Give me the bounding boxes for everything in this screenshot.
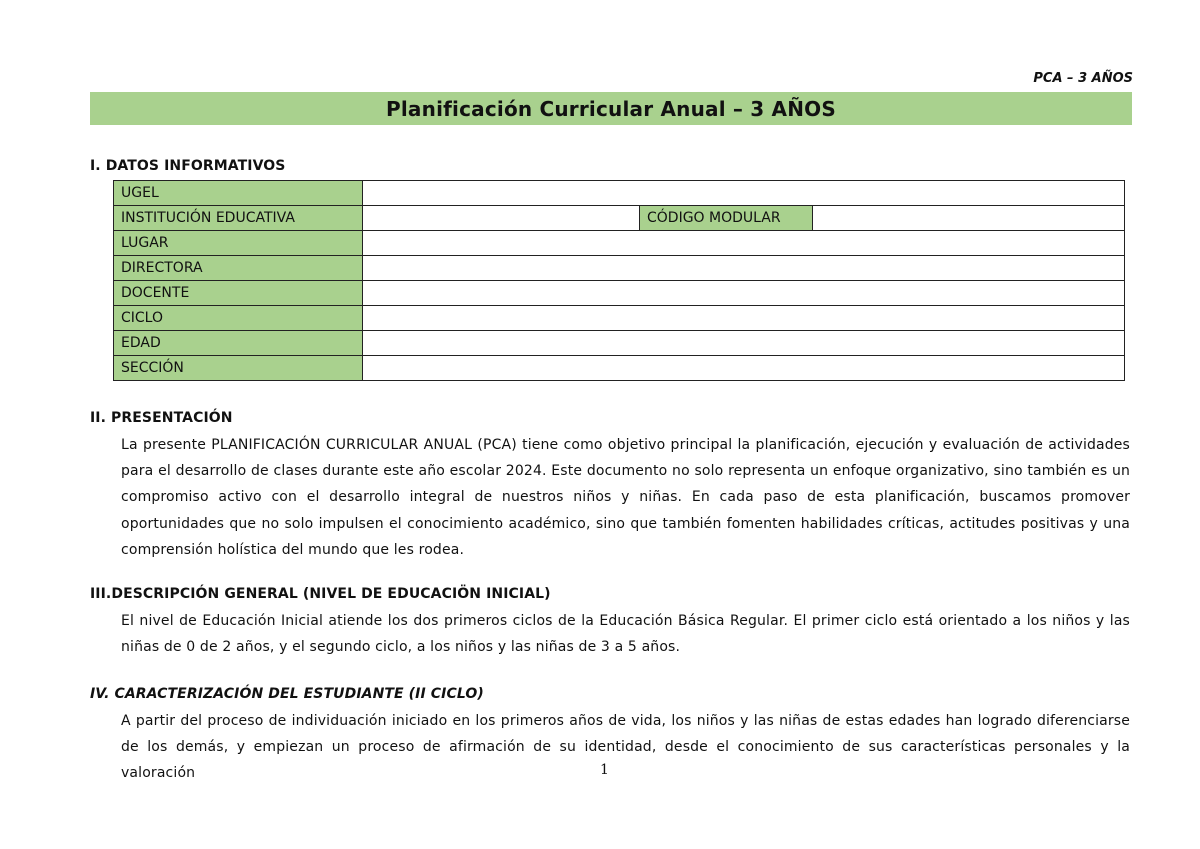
caracterizacion-paragraph: A partir del proceso de individuación iniciado en los primeros años de vida, los niños y las niñas de estas edades han logrado diferenciarse de los demás, y empiezan un proceso de afirmación de su identidad, desde el conocimiento de sus características personales y la valoración xyxy=(121,713,1130,782)
section-heading-datos: I. DATOS INFORMATIVOS xyxy=(90,158,286,174)
document-title: Planificación Curricular Anual – 3 AÑOS xyxy=(90,92,1132,125)
row-value-institucion[interactable] xyxy=(363,206,640,231)
table-row xyxy=(114,331,1125,356)
table-row xyxy=(114,306,1125,331)
row-label-ugel: UGEL xyxy=(114,181,363,206)
row-value-docente[interactable] xyxy=(363,281,1125,306)
section-heading-caracterizacion: IV. CARACTERIZACIÓN DEL ESTUDIANTE (II CICLO) xyxy=(90,686,484,702)
row-label-edad: EDAD xyxy=(114,331,363,356)
section-heading-presentacion: II. PRESENTACIÓN xyxy=(90,410,233,426)
row-label-directora: DIRECTORA xyxy=(114,256,363,281)
row-value-ugel[interactable] xyxy=(363,181,1125,206)
table-row xyxy=(114,206,1125,231)
row-label-lugar: LUGAR xyxy=(114,231,363,256)
row-value-codigo-modular[interactable] xyxy=(813,206,1125,231)
row-value-directora[interactable] xyxy=(363,256,1125,281)
table-row xyxy=(114,231,1125,256)
row-label-ciclo: CICLO xyxy=(114,306,363,331)
row-value-lugar[interactable] xyxy=(363,231,1125,256)
table-row xyxy=(114,181,1125,206)
table-row xyxy=(114,256,1125,281)
row-label-seccion: SECCIÓN xyxy=(114,356,363,381)
row-label-docente: DOCENTE xyxy=(114,281,363,306)
datos-informativos-table xyxy=(113,180,1125,381)
page-number: 1 xyxy=(600,762,609,778)
row-value-edad[interactable] xyxy=(363,331,1125,356)
table-row xyxy=(114,281,1125,306)
section-heading-descripcion: III.DESCRIPCIÓN GENERAL (NIVEL DE EDUCACIÖN INICIAL) xyxy=(90,586,551,602)
table-row xyxy=(114,356,1125,381)
descripcion-paragraph: El nivel de Educación Inicial atiende los dos primeros ciclos de la Educación Básica Regular. El primer ciclo está orientado a los niños y las niñas de 0 de 2 años, y el segundo ciclo, a los niños y las niñas de 3 a 5 años. xyxy=(121,613,1130,656)
row-value-ciclo[interactable] xyxy=(363,306,1125,331)
row-label-codigo-modular: CÓDIGO MODULAR xyxy=(640,206,813,231)
row-label-institucion: INSTITUCIÓN EDUCATIVA xyxy=(114,206,363,231)
presentacion-paragraph: La presente PLANIFICACIÓN CURRICULAR ANUAL (PCA) tiene como objetivo principal la planificación, ejecución y evaluación de actividades para el desarrollo de clases durante este año escolar 2024. Este documento no solo representa un enfoque organizativo, sino también es un compromiso activo con el desarrollo integral de nuestros niños y niñas. En cada paso de esta planificación, buscamos promover oportunidades que no solo impulsen el conocimiento académico, sino que también fomenten habilidades críticas, actitudes positivas y una comprensión holística del mundo que les rodea. xyxy=(121,437,1130,558)
header-tag: PCA – 3 AÑOS xyxy=(1033,71,1133,86)
row-value-seccion[interactable] xyxy=(363,356,1125,381)
